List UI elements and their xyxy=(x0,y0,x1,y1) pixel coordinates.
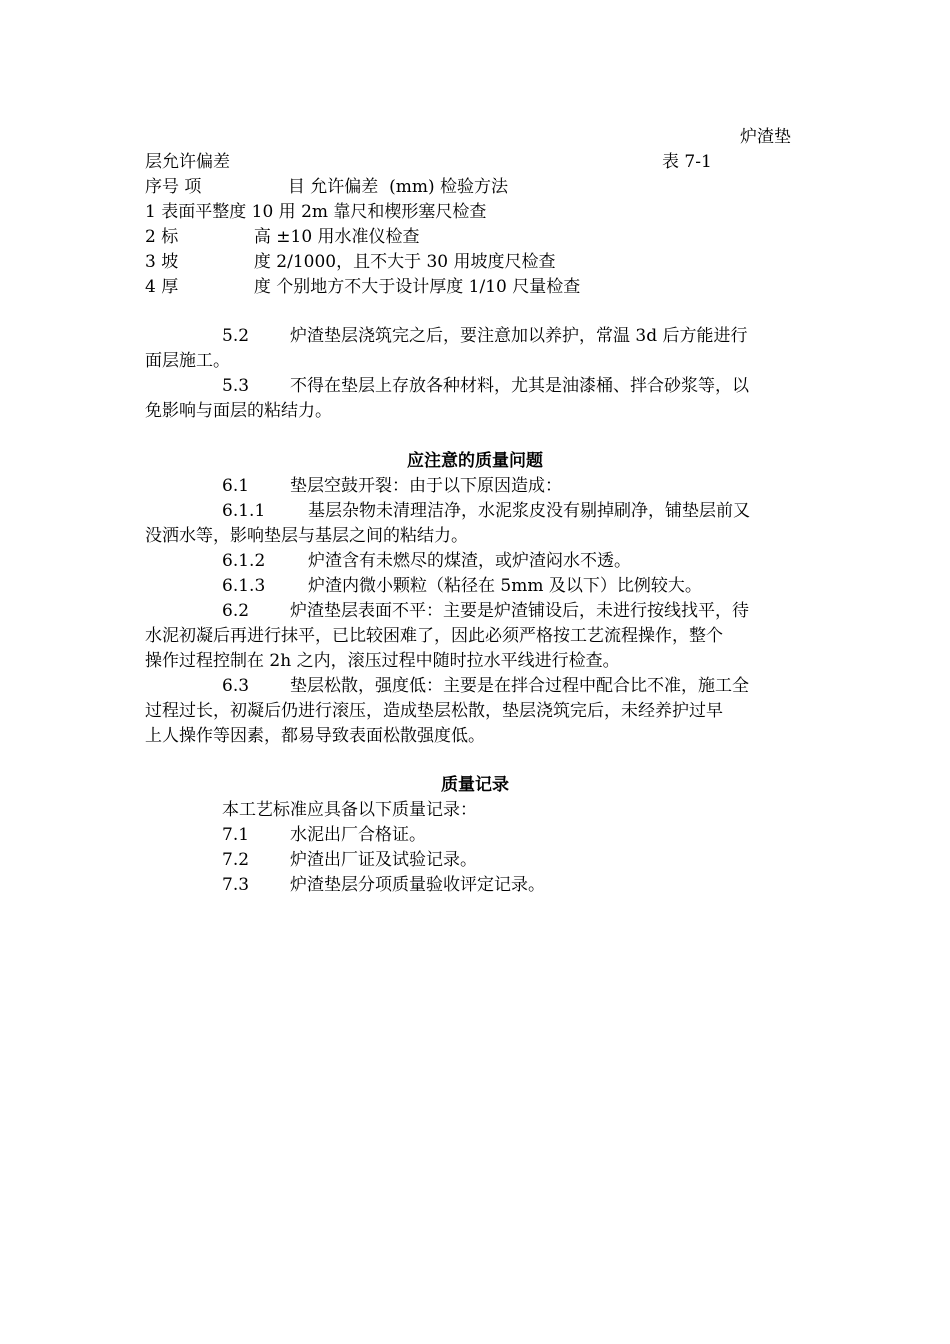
paragraph-6-2: 6.2 炉渣垫层表面不平：主要是炉渣铺设后，未进行按线找平，待 xyxy=(222,601,749,621)
list-item: 7.2 炉渣出厂证及试验记录。 xyxy=(222,850,477,870)
clause-number: 6.1.2 xyxy=(222,551,266,571)
paragraph-6-3-cont: 过程过长，初凝后仍进行滚压，造成垫层松散，垫层浇筑完后，未经养护过早 xyxy=(145,701,723,721)
table-number: 表 7-1 xyxy=(662,152,712,172)
clause-number: 6.1.3 xyxy=(222,576,266,596)
table-row: 1 表面平整度 10 用 2m 靠尺和楔形塞尺检查 xyxy=(145,202,487,222)
paragraph-5-2: 5.2 炉渣垫层浇筑完之后，要注意加以养护，常温 3d 后方能进行 xyxy=(222,326,748,346)
list-item: 7.1 水泥出厂合格证。 xyxy=(222,825,426,845)
paragraph-6-1-2: 6.1.2 炉渣含有未燃尽的煤渣，或炉渣闷水不透。 xyxy=(222,551,631,571)
records-intro: 本工艺标准应具备以下质量记录： xyxy=(222,800,477,820)
paragraph-5-3-cont: 免影响与面层的粘结力。 xyxy=(145,401,332,421)
section-heading-quality-records: 质量记录 xyxy=(441,775,509,795)
paragraph-6-3-cont: 上人操作等因素，都易导致表面松散强度低。 xyxy=(145,726,485,746)
list-item: 7.3 炉渣垫层分项质量验收评定记录。 xyxy=(222,875,545,895)
table-caption-part2: 层允许偏差 xyxy=(145,152,230,172)
clause-number: 7.3 xyxy=(222,875,250,895)
table-row: 3 坡 度 2/1000，且不大于 30 用坡度尺检查 xyxy=(145,252,556,272)
paragraph-6-3: 6.3 垫层松散，强度低：主要是在拌合过程中配合比不准，施工全 xyxy=(222,676,749,696)
paragraph-6-2-cont: 操作过程控制在 2h 之内，滚压过程中随时拉水平线进行检查。 xyxy=(145,651,620,671)
table-row: 2 标 高 ±10 用水准仪检查 xyxy=(145,227,420,247)
section-heading-quality-issues: 应注意的质量问题 xyxy=(407,451,543,471)
clause-number: 6.1 xyxy=(222,476,250,496)
clause-number: 5.3 xyxy=(222,376,250,396)
paragraph-6-2-cont: 水泥初凝后再进行抹平，已比较困难了，因此必须严格按工艺流程操作，整个 xyxy=(145,626,723,646)
table-row: 4 厚 度 个别地方不大于设计厚度 1/10 尺量检查 xyxy=(145,277,581,297)
clause-number: 7.1 xyxy=(222,825,250,845)
paragraph-6-1-1: 6.1.1 基层杂物未清理洁净，水泥浆皮没有剔掉刷净，铺垫层前又 xyxy=(222,501,750,521)
clause-number: 7.2 xyxy=(222,850,250,870)
clause-number: 6.1.1 xyxy=(222,501,266,521)
paragraph-6-1-1-cont: 没洒水等，影响垫层与基层之间的粘结力。 xyxy=(145,526,468,546)
clause-number: 5.2 xyxy=(222,326,250,346)
clause-number: 6.3 xyxy=(222,676,250,696)
paragraph-5-2-cont: 面层施工。 xyxy=(145,351,230,371)
table-caption-part1: 炉渣垫 xyxy=(740,127,791,147)
table-header-row: 序号 项 目 允许偏差 (mm) 检验方法 xyxy=(145,177,508,197)
paragraph-6-1-3: 6.1.3 炉渣内微小颗粒（粘径在 5mm 及以下）比例较大。 xyxy=(222,576,702,596)
paragraph-6-1: 6.1 垫层空鼓开裂：由于以下原因造成： xyxy=(222,476,562,496)
paragraph-5-3: 5.3 不得在垫层上存放各种材料，尤其是油漆桶、拌合砂浆等，以 xyxy=(222,376,749,396)
clause-number: 6.2 xyxy=(222,601,250,621)
